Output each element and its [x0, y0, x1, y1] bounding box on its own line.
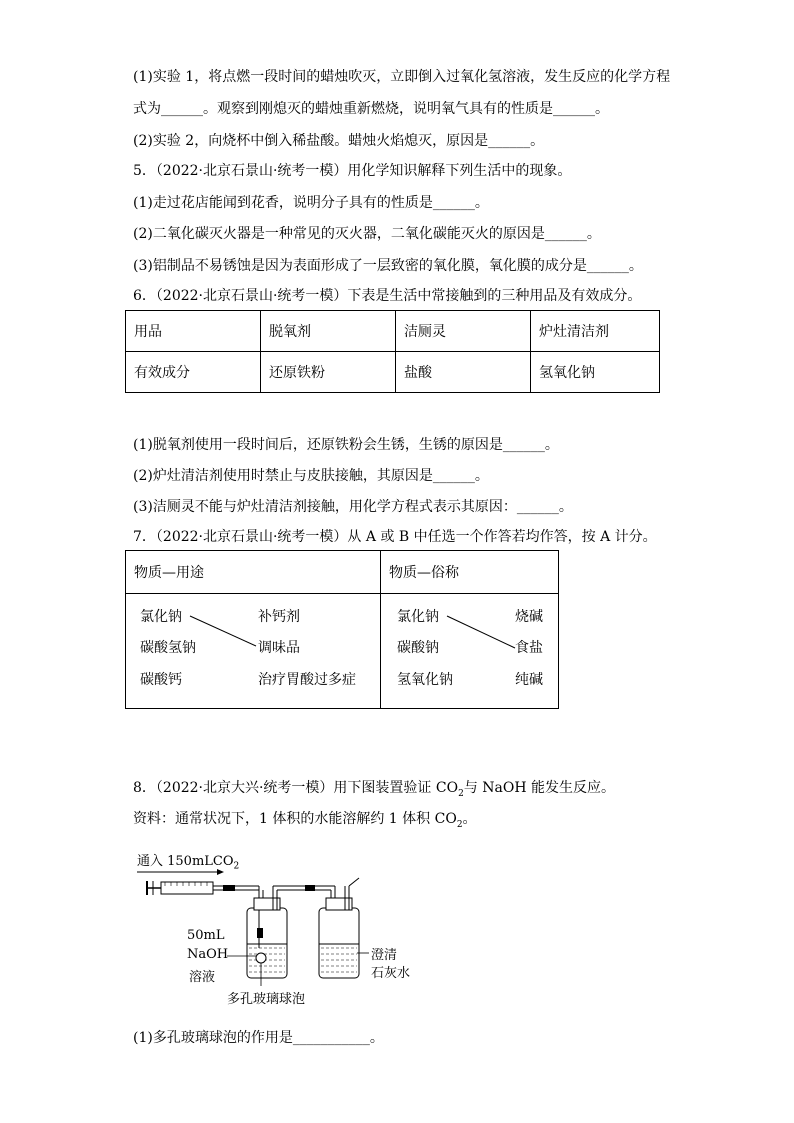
subscript: 2	[233, 861, 240, 872]
stopper	[254, 898, 280, 910]
q8-heading	[133, 778, 615, 804]
table-cell: 用品	[126, 311, 261, 352]
match-line	[447, 616, 515, 648]
subscript: 2	[458, 788, 464, 799]
q7-b-match-cell	[381, 594, 559, 709]
q7-a-right-3: 治疗胃酸过多症	[258, 672, 356, 688]
q7-a-match-cell	[126, 594, 381, 709]
q7-b-left-1: 氯化钠	[397, 609, 439, 625]
naoh-label-1: 50mL	[187, 928, 225, 943]
q7-b-right-3: 纯碱	[515, 672, 543, 688]
table-cell: 有效成分	[126, 352, 261, 393]
naoh-label-2: NaOH	[187, 947, 229, 962]
naoh-label-3: 溶液	[189, 970, 216, 985]
table-row	[126, 551, 559, 594]
inlet-label-text: 通入 150mLCO	[137, 854, 234, 869]
q6-item-2: (2)炉灶清洁剂使用时禁止与皮肤接触，其原因是______。	[133, 468, 489, 484]
q7-a-right-2: 调味品	[258, 640, 300, 656]
q5-heading: 5．（2022·北京石景山·统考一模）用化学知识解释下列生活中的现象。	[133, 163, 572, 179]
match-line	[190, 616, 256, 646]
q8-heading-text: 8．（2022·北京大兴·统考一模）用下图装置验证 CO	[133, 780, 459, 796]
q7-a-right-1: 补钙剂	[258, 609, 300, 625]
q8-info-text: 资料：通常状况下，1 体积的水能溶解约 1 体积 CO	[133, 811, 457, 827]
q8-item-1: (1)多孔玻璃球泡的作用是___________。	[133, 1030, 384, 1046]
q7-b-right-1: 烧碱	[515, 609, 543, 625]
q7-a-header: 物质—用途	[126, 551, 381, 594]
inlet-label	[137, 850, 239, 872]
q6-item-3: (3)洁厕灵不能与炉灶清洁剂接触，用化学方程式表示其原因：______。	[133, 499, 573, 515]
q7-heading: 7．（2022·北京石景山·统考一模）从 A 或 B 中任选一个作答若均作答，按 A 计分。	[133, 529, 657, 545]
q4-line-3: (2)实验 2，向烧杯中倒入稀盐酸。蜡烛火焰熄灭，原因是______。	[133, 133, 545, 149]
q7-b-left-3: 氢氧化钠	[397, 672, 453, 688]
subscript: 2	[456, 819, 463, 830]
table-cell: 炉灶清洁剂	[531, 311, 660, 352]
bottle-limewater	[319, 908, 359, 978]
table-cell: 盐酸	[396, 352, 531, 393]
q6-table	[125, 310, 660, 393]
q8-info	[133, 809, 477, 835]
table-cell: 洁厕灵	[396, 311, 531, 352]
limewater-label-2: 石灰水	[371, 966, 411, 981]
q7-table	[125, 550, 559, 709]
rubber-connector	[223, 885, 235, 891]
table-cell: 还原铁粉	[261, 352, 396, 393]
q6-heading: 6．（2022·北京石景山·统考一模）下表是生活中常接触到的三种用品及有效成分。	[133, 288, 642, 304]
q7-a-left-3: 碳酸钙	[140, 672, 182, 688]
stopper	[326, 898, 352, 910]
q6-item-1: (1)脱氧剂使用一段时间后，还原铁粉会生锈，生锈的原因是______。	[133, 437, 559, 453]
syringe-barrel	[161, 882, 213, 894]
porous-glass-bulb	[256, 953, 266, 963]
apparatus-drawing	[135, 848, 398, 1008]
q5-item-2: (2)二氧化碳灭火器是一种常见的灭火器，二氧化碳能灭火的原因是______。	[133, 226, 601, 242]
table-row	[126, 352, 660, 393]
q7-a-left-2: 碳酸氢钠	[140, 640, 196, 656]
q7-a-left-1: 氯化钠	[140, 609, 182, 625]
q7-b-header: 物质—俗称	[381, 551, 559, 594]
q4-line-1: (1)实验 1，将点燃一段时间的蜡烛吹灭，立即倒入过氧化氢溶液，发生反应的化学方程	[133, 69, 671, 85]
table-row	[126, 594, 559, 709]
table-row	[126, 311, 660, 352]
limewater-label-1: 澄清	[371, 948, 398, 963]
table-cell: 脱氧剂	[261, 311, 396, 352]
q4-line-2: 式为______。观察到刚熄灭的蜡烛重新燃烧，说明氧气具有的性质是______。	[133, 101, 609, 117]
q8-heading-text-end: 与 NaOH 能发生反应。	[463, 780, 615, 796]
q5-item-1: (1)走过花店能闻到花香，说明分子具有的性质是______。	[133, 195, 489, 211]
bulb-label: 多孔玻璃球泡	[227, 992, 306, 1007]
q7-b-right-2: 食盐	[515, 640, 543, 656]
q7-b-left-2: 碳酸钠	[397, 640, 439, 656]
bottle-naoh	[247, 908, 287, 978]
q5-item-3: (3)铝制品不易锈蚀是因为表面形成了一层致密的氧化膜，氧化膜的成分是______。	[133, 258, 643, 274]
q8-info-text-end: 。	[462, 811, 477, 827]
table-cell: 氢氧化钠	[531, 352, 660, 393]
apparatus-diagram	[135, 848, 411, 1008]
